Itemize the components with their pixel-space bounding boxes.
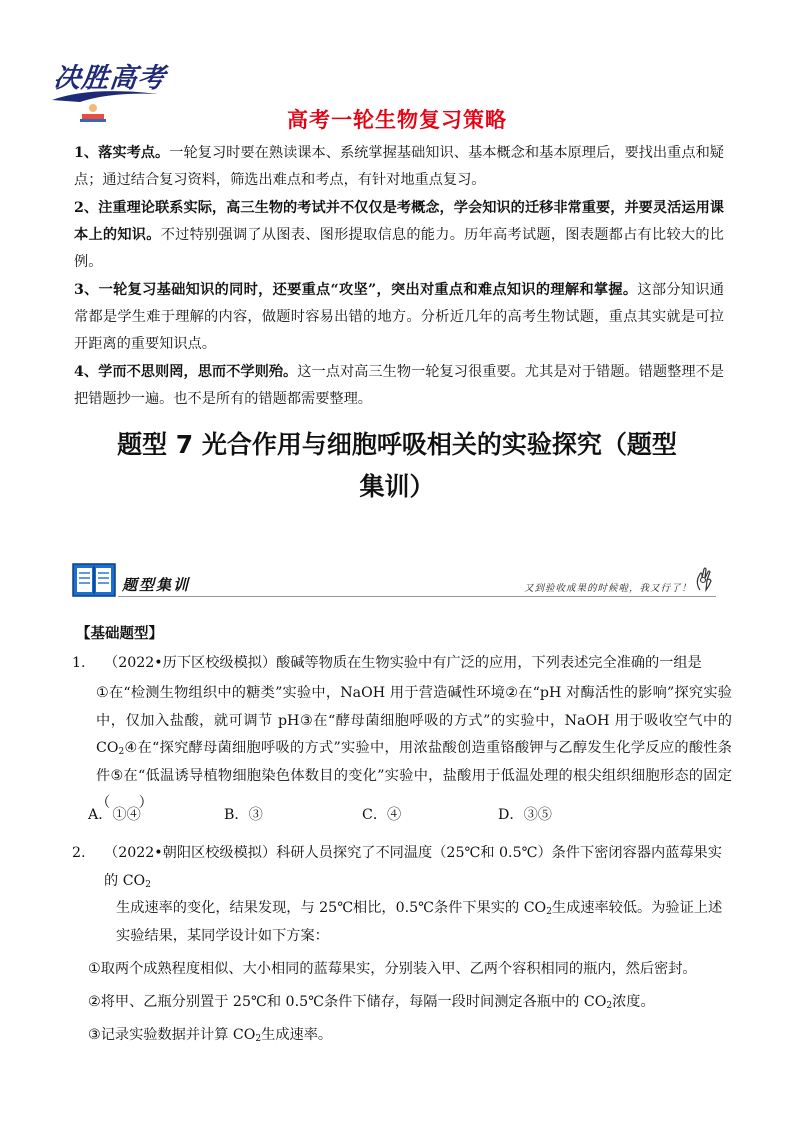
logo-brand-text: 决胜高考 [52, 63, 168, 94]
question-body [88, 840, 732, 1049]
circled-1-icon: ① [88, 961, 101, 977]
strategy-item [74, 195, 724, 276]
strategy-title: 高考一轮生物复习策略 [287, 108, 507, 132]
statement-5: 在“低温诱导植物细胞染色体数目的变化”实验中，盐酸用于低温处理的根尖组织细胞形态的固定（ ） [96, 767, 732, 811]
question-number: 1. [72, 655, 86, 671]
question-statements [96, 680, 732, 818]
strategy-item-text: 不过特别强调了从图表、图形提取信息的能力。历年高考试题，图表题都占有比较大的比例。 [74, 227, 724, 270]
stem-part-b: 生成速率的变化，结果发现，与 25℃相比，0.5℃条件下果实的 CO [116, 900, 547, 916]
subscript-2: 2 [145, 879, 151, 890]
banner-rule [118, 596, 716, 597]
step-text: 将甲、乙瓶分别置于 25℃和 0.5℃条件下储存，每隔一段时间测定各瓶中的 CO [100, 994, 607, 1010]
circled-4-icon: ④ [124, 740, 138, 756]
strategy-item-lead: 1、落实考点。 [74, 145, 170, 161]
strategy-item-text: 一轮复习时要在熟读课本、系统掌握基础知识、基本概念和基本原理后，要找出重点和疑点；通过结合复习资料，筛选出难点和考点，有针对地重点复习。 [74, 145, 724, 188]
question-body [96, 650, 732, 818]
step-text-end: 浓度。 [612, 994, 655, 1010]
stem-part-a: （2022•朝阳区校级模拟）科研人员探究了不同温度（25℃和 0.5℃）条件下密闭容器内蓝莓果实的 CO [104, 845, 722, 889]
circled-3-icon: ③ [88, 1027, 101, 1043]
method-step-1 [88, 956, 732, 983]
page-heading-line2: 集训） [359, 472, 435, 501]
question-stem [96, 840, 732, 950]
strategy-item-lead: 4、学而不思则罔，思而不学则殆。 [74, 364, 298, 380]
page-heading [60, 424, 734, 508]
banner-label: 题型集训 [122, 576, 191, 594]
section-label: 【基础题型】 [76, 625, 163, 642]
circled-1-icon: ① [96, 685, 109, 701]
option-b[interactable]: B．③ [224, 807, 263, 823]
strategy-item-text: 这一点对高三生物一轮复习很重要。尤其是对于错题。错题整理不是把错题抄一遍。也不是所有的错题都需要整理。 [74, 364, 724, 407]
strategy-item-lead: 2、注重理论联系实际，高三生物的考试并不仅仅是考概念，学会知识的迁移非常重要，并要灵活运用课本上的知识。 [74, 200, 724, 243]
strategy-item [74, 277, 724, 358]
circled-5-icon: ⑤ [110, 767, 124, 784]
step-text: 记录实验数据并计算 CO [100, 1027, 256, 1043]
book-icon [72, 562, 116, 598]
strategy-item [74, 359, 724, 413]
option-d[interactable]: D．③⑤ [498, 807, 552, 823]
strategy-item-lead: 3、一轮复习基础知识的同时，还要重点“攻坚”，突出对重点和难点知识的理解和掌握。 [74, 282, 638, 298]
question-stem: （2022•历下区校级模拟）酸碱等物质在生物实验中有广泛的应用，下列表述完全准确的一组是 [104, 655, 702, 671]
statement-3: 在“酵母菌细胞呼吸的方式”的实验中，NaOH 用于吸收空气中的 CO [96, 712, 732, 756]
subscript-2: 2 [606, 1001, 613, 1011]
method-step-3 [88, 1022, 732, 1049]
circled-3-icon: ③ [299, 712, 314, 729]
circled-2-icon: ② [88, 994, 101, 1010]
strategy-item [74, 140, 724, 194]
statement-1: 在“检测生物组织中的糖类”实验中，NaOH 用于营造碱性环境 [108, 685, 506, 701]
stem-hanging [104, 895, 732, 950]
step-text: 取两个成熟程度相似、大小相同的蓝莓果实，分别装入甲、乙两个容积相同的瓶内，然后密封。 [100, 961, 697, 977]
banner-slogan: 又到验收成果的时候啦，我又行了！ [523, 583, 692, 594]
subscript-2: 2 [546, 907, 552, 917]
section-banner [72, 560, 716, 604]
statement-2: 在“pH 对酶活性的影响”探究实验中，仅加入盐酸，就可调节 pH [96, 685, 732, 729]
subscript-2: 2 [255, 1034, 262, 1044]
step-text-end: 生成速率。 [261, 1027, 333, 1043]
question-number: 2. [72, 845, 86, 861]
method-step-2 [88, 989, 732, 1016]
strategy-item-text: 这部分知识通常都是学生难于理解的内容，做题时容易出错的地方。分析近几年的高考生物试题，重点其实就是可拉开距离的重要知识点。 [74, 282, 724, 352]
subscript-2: 2 [118, 747, 125, 757]
circled-2-icon: ② [505, 685, 519, 701]
stem-part-c: 生成速率较低。为验证上述实验结果，某同学设计如下方案： [116, 900, 723, 944]
page-heading-line1: 题型 7 光合作用与细胞呼吸相关的实验探究（题型 [117, 430, 677, 459]
option-c[interactable]: C．④ [362, 807, 402, 823]
statement-4: 在“探究酵母菌细胞呼吸的方式”实验中，用浓盐酸创造重铬酸钾与乙醇发生化学反应的酸性条件 [96, 740, 732, 784]
ok-hand-icon [694, 566, 714, 592]
strategy-list [74, 140, 724, 414]
option-a[interactable]: A．①④ [88, 807, 141, 823]
